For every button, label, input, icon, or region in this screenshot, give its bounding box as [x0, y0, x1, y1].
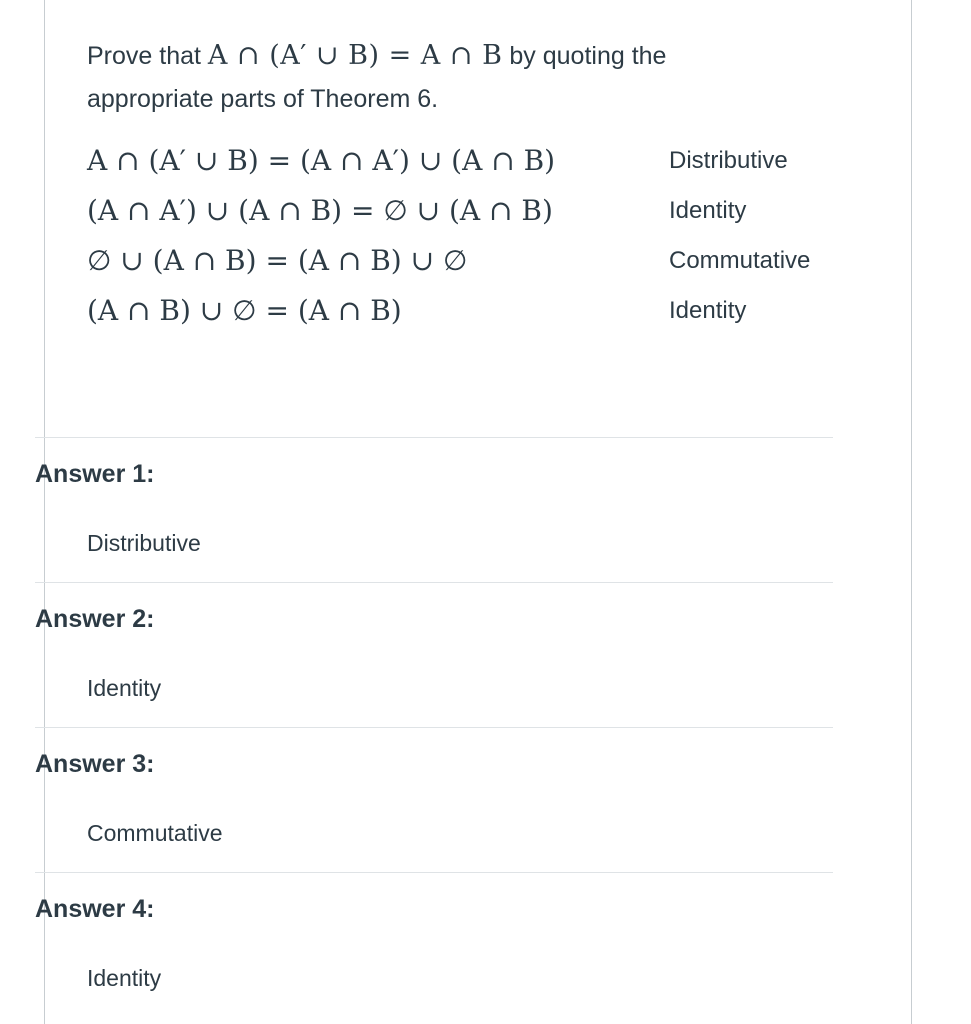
- proof-reason: Commutative: [669, 247, 811, 274]
- question-text: [87, 34, 787, 121]
- proof-row: [87, 238, 857, 288]
- answer-block-3: [35, 727, 833, 872]
- answer-label: Answer 1:: [35, 460, 155, 488]
- answer-value: Identity: [87, 675, 162, 701]
- answer-value: Identity: [87, 965, 162, 991]
- question-suffix: by quoting the: [502, 42, 667, 70]
- proof-reason: Identity: [669, 197, 747, 224]
- answer-value: Distributive: [87, 530, 201, 556]
- proof-reason: Distributive: [669, 147, 788, 174]
- proof-reason: Identity: [669, 297, 747, 324]
- answer-block-2: [35, 582, 833, 727]
- question-formula: A ∩ (A′ ∪ B) = A ∩ B: [207, 40, 503, 71]
- answer-block-1: [35, 437, 833, 582]
- proof-row: [87, 188, 857, 238]
- answer-label: Answer 3:: [35, 750, 155, 778]
- proof-equation: (A ∩ A′) ∪ (A ∩ B) = ∅ ∪ (A ∩ B): [87, 194, 553, 227]
- proof-row: [87, 138, 857, 188]
- question-prefix: Prove that: [87, 42, 208, 70]
- proof-table: [87, 138, 857, 338]
- proof-row: [87, 288, 857, 338]
- answer-value: Commutative: [87, 820, 223, 846]
- answer-block-4: [35, 872, 833, 1017]
- answers-list: [35, 437, 833, 1017]
- proof-equation: ∅ ∪ (A ∩ B) = (A ∩ B) ∪ ∅: [87, 244, 468, 277]
- proof-equation: (A ∩ B) ∪ ∅ = (A ∩ B): [87, 294, 402, 327]
- answer-label: Answer 4:: [35, 895, 155, 923]
- proof-equation: A ∩ (A′ ∪ B) = (A ∩ A′) ∪ (A ∩ B): [87, 144, 556, 177]
- answer-label: Answer 2:: [35, 605, 155, 633]
- question-suffix-line-2: appropriate parts of Theorem 6.: [87, 85, 439, 113]
